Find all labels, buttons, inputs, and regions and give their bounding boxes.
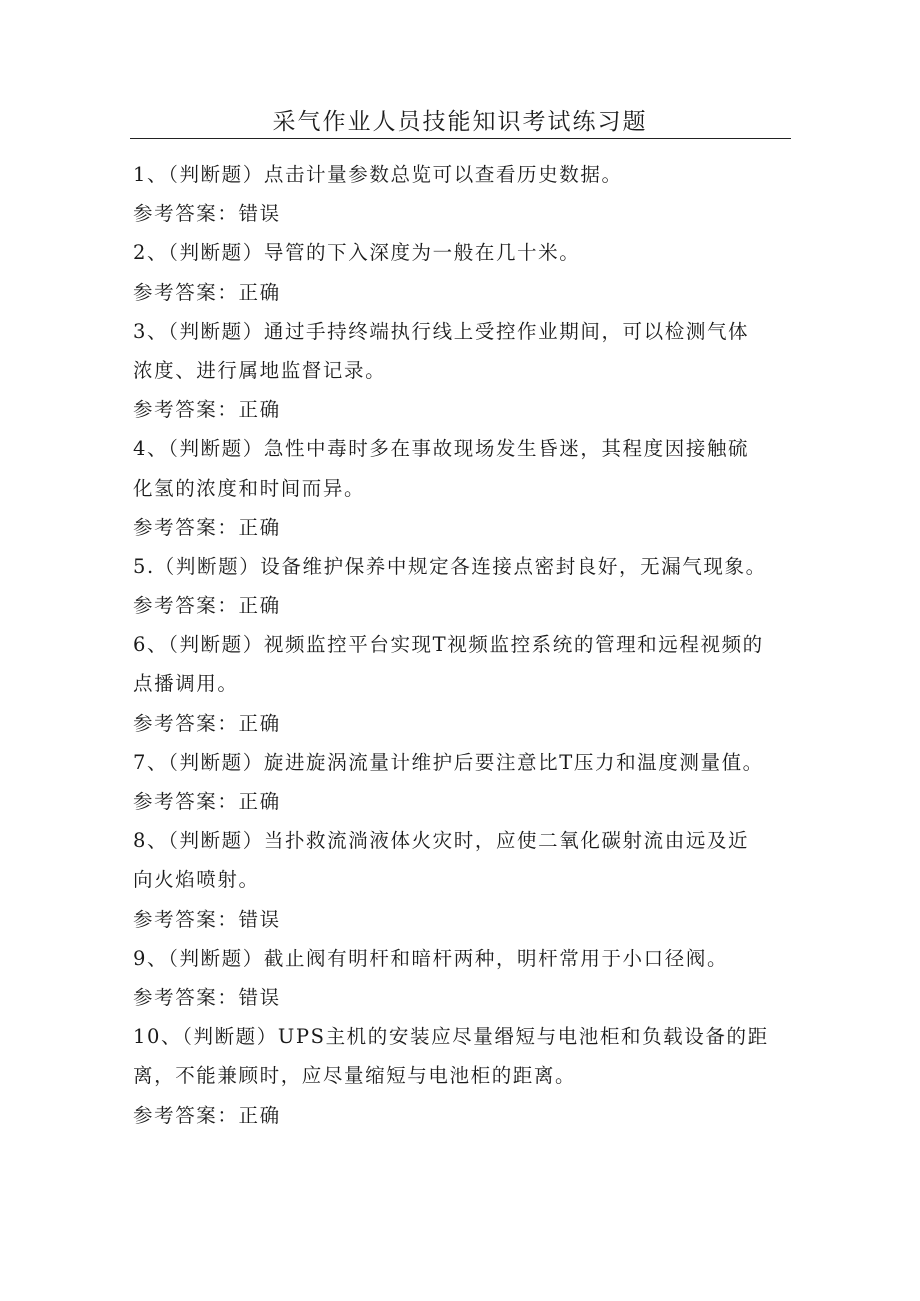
answer-prefix: 参考答案： — [133, 711, 239, 735]
question-text-line: 1、（判断题）点击计量参数总览可以查看历史数据。 — [133, 163, 623, 186]
answer-value: 错误 — [238, 907, 281, 931]
question-text-line: 2、（判断题）导管的下入深度为一般在几十米。 — [133, 241, 581, 265]
question-item — [133, 547, 783, 625]
question-text-line: 7、（判断题）旋进旋涡流量计维护后要注意比T压力和温度测量值。 — [133, 750, 764, 774]
answer-value: 正确 — [238, 398, 281, 422]
answer-prefix: 参考答案： — [133, 594, 239, 618]
answer-value: 错误 — [238, 202, 281, 226]
answer-value: 正确 — [238, 515, 281, 539]
question-text-line: 9、（判断题）截止阀有明杆和暗杆两种，明杆常用于小口径阀。 — [133, 946, 729, 970]
answer-value: 正确 — [238, 594, 281, 618]
question-item — [133, 625, 783, 743]
question-item — [133, 312, 783, 430]
question-list — [133, 155, 783, 1135]
answer-prefix: 参考答案： — [133, 515, 239, 539]
question-item — [133, 939, 783, 1017]
answer-value: 正确 — [238, 280, 281, 304]
question-text-line: 8、（判断题）当扑救流淌液体火灾时，应使二氧化碳射流由远及近 — [133, 829, 750, 853]
answer-line — [133, 586, 783, 625]
answer-value: 正确 — [238, 790, 281, 813]
question-item — [133, 1017, 783, 1135]
question-text-line: 离，不能兼顾时，应尽量缩短与电池柜的距离。 — [133, 1064, 577, 1088]
answer-line — [133, 782, 783, 821]
answer-value: 正确 — [238, 1103, 281, 1127]
question-text-line: 3、（判断题）通过手持终端执行线上受控作业期间，可以检测气体 — [133, 319, 750, 343]
answer-line — [133, 194, 783, 233]
answer-prefix: 参考答案： — [133, 1103, 239, 1127]
answer-prefix: 参考答案： — [133, 202, 239, 226]
question-text-line: 5.（判断题）设备维护保养中规定各连接点密封良好，无漏气现象。 — [133, 554, 767, 578]
answer-line — [133, 704, 783, 743]
question-item — [133, 821, 783, 939]
question-text-line: 点播调用。 — [133, 672, 239, 696]
question-item — [133, 233, 783, 311]
answer-line — [133, 390, 783, 429]
document-title: 采气作业人员技能知识考试练习题 — [272, 109, 648, 135]
answer-prefix: 参考答案： — [133, 907, 239, 931]
answer-line — [133, 1096, 783, 1135]
question-text-line: 6、（判断题）视频监控平台实现T视频监控系统的管理和远程视频的 — [133, 633, 764, 657]
question-item — [133, 429, 783, 547]
question-text-line: 向火焰喷射。 — [133, 868, 260, 892]
answer-prefix: 参考答案： — [133, 985, 239, 1009]
question-item — [133, 743, 783, 821]
answer-value: 正确 — [238, 711, 281, 735]
question-item — [133, 155, 783, 233]
question-text-line: 浓度、进行属地监督记录。 — [133, 358, 387, 382]
answer-line — [133, 273, 783, 312]
question-text-line: 10、（判断题）UPS主机的安装应尽量缗短与电池柜和负载设备的距 — [133, 1025, 769, 1049]
answer-line — [133, 900, 783, 939]
answer-prefix: 参考答案： — [133, 280, 239, 304]
answer-value: 错误 — [238, 985, 281, 1009]
question-text-line: 4、（判断题）急性中毒时多在事故现场发生昏迷，其程度因接触硫 — [133, 437, 750, 461]
answer-prefix: 参考答案： — [133, 398, 239, 422]
question-text-line: 化氢的浓度和时间而异。 — [133, 476, 366, 500]
answer-line — [133, 508, 783, 547]
title-underline — [130, 138, 791, 139]
answer-line — [133, 978, 783, 1017]
answer-prefix: 参考答案： — [133, 790, 239, 813]
